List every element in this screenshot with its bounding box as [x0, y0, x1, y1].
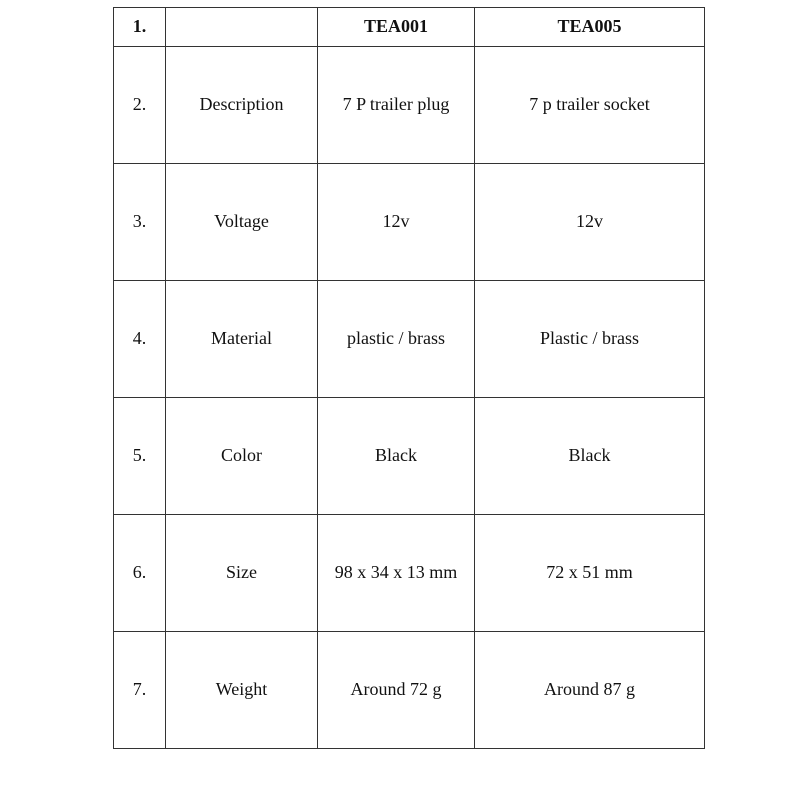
row-label: Material [166, 281, 318, 398]
row-label: Size [166, 515, 318, 632]
row-label: Color [166, 398, 318, 515]
table-row [114, 632, 705, 749]
row-label: Weight [166, 632, 318, 749]
cell-tea001: Around 72 g [318, 632, 475, 749]
cell-tea001: 12v [318, 164, 475, 281]
row-number: 6. [114, 515, 166, 632]
row-number: 4. [114, 281, 166, 398]
cell-tea001: 7 P trailer plug [318, 47, 475, 164]
row-number: 1. [114, 8, 166, 47]
row-number: 3. [114, 164, 166, 281]
header-col-tea001: TEA001 [318, 8, 475, 47]
header-row [114, 8, 705, 47]
table-row [114, 515, 705, 632]
row-number: 5. [114, 398, 166, 515]
row-label: Voltage [166, 164, 318, 281]
cell-tea005: 12v [475, 164, 705, 281]
cell-tea005: 72 x 51 mm [475, 515, 705, 632]
cell-tea005: Around 87 g [475, 632, 705, 749]
row-number: 7. [114, 632, 166, 749]
cell-tea001: Black [318, 398, 475, 515]
cell-tea005: Black [475, 398, 705, 515]
cell-tea001: 98 x 34 x 13 mm [318, 515, 475, 632]
spec-table [113, 7, 705, 749]
cell-tea005: 7 p trailer socket [475, 47, 705, 164]
header-col-tea005: TEA005 [475, 8, 705, 47]
table-row [114, 47, 705, 164]
table-row [114, 164, 705, 281]
table-row [114, 398, 705, 515]
cell-tea005: Plastic / brass [475, 281, 705, 398]
header-label-cell [166, 8, 318, 47]
row-number: 2. [114, 47, 166, 164]
row-label: Description [166, 47, 318, 164]
cell-tea001: plastic / brass [318, 281, 475, 398]
table-row [114, 281, 705, 398]
